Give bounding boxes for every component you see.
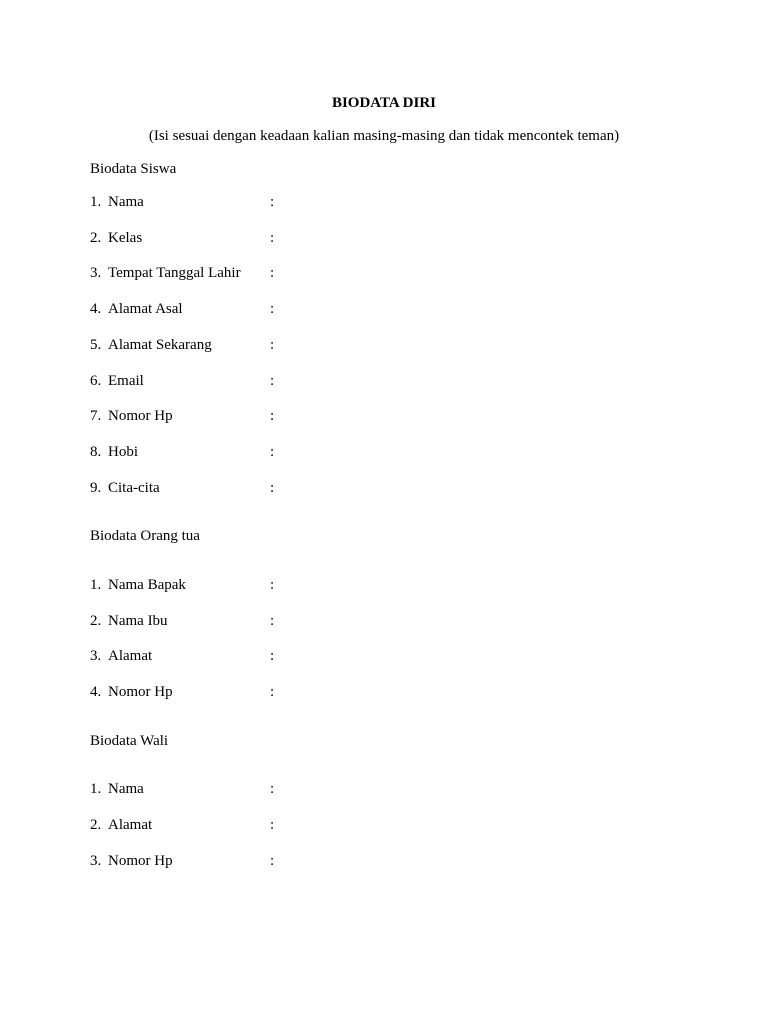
- item-number: 7.: [90, 408, 102, 424]
- field-separator: :: [270, 408, 275, 424]
- field-separator: :: [270, 337, 275, 353]
- field-label: Nomor Hp: [108, 408, 173, 424]
- field-separator: :: [270, 613, 275, 629]
- field-label: Alamat Asal: [108, 301, 183, 317]
- item-number: 6.: [90, 373, 102, 389]
- document-subtitle: (Isi sesuai dengan keadaan kalian masing-masing dan tidak mencontek teman): [148, 128, 620, 144]
- item-number: 5.: [90, 337, 102, 353]
- form-row: [90, 229, 490, 247]
- item-number: 3.: [90, 648, 102, 664]
- form-row: [90, 576, 490, 594]
- field-label: Email: [108, 373, 144, 389]
- item-number: 2.: [90, 817, 102, 833]
- section-heading-siswa: Biodata Siswa: [90, 161, 177, 177]
- item-number: 1.: [90, 194, 102, 210]
- field-label: Tempat Tanggal Lahir: [108, 265, 241, 281]
- field-label: Nama: [108, 781, 144, 797]
- field-separator: :: [270, 684, 275, 700]
- field-label: Hobi: [108, 444, 138, 460]
- field-separator: :: [270, 230, 275, 246]
- field-label: Nama Bapak: [108, 577, 186, 593]
- form-row: [90, 193, 490, 211]
- field-separator: :: [270, 781, 275, 797]
- item-number: 1.: [90, 577, 102, 593]
- form-row: [90, 372, 490, 390]
- form-row: [90, 300, 490, 318]
- item-number: 9.: [90, 480, 102, 496]
- field-separator: :: [270, 373, 275, 389]
- form-row: [90, 647, 490, 665]
- field-separator: :: [270, 194, 275, 210]
- form-row: [90, 780, 490, 798]
- section-heading-wali: Biodata Wali: [90, 733, 169, 749]
- form-row: [90, 683, 490, 701]
- field-separator: :: [270, 853, 275, 869]
- document-title: BIODATA DIRI: [331, 95, 437, 111]
- field-separator: :: [270, 265, 275, 281]
- field-label: Nama: [108, 194, 144, 210]
- field-separator: :: [270, 817, 275, 833]
- item-number: 4.: [90, 301, 102, 317]
- item-number: 2.: [90, 613, 102, 629]
- field-label: Nomor Hp: [108, 684, 173, 700]
- field-label: Nama Ibu: [108, 613, 168, 629]
- form-row: [90, 612, 490, 630]
- item-number: 2.: [90, 230, 102, 246]
- field-label: Alamat Sekarang: [108, 337, 212, 353]
- form-row: [90, 264, 490, 282]
- field-label: Nomor Hp: [108, 853, 173, 869]
- field-separator: :: [270, 480, 275, 496]
- form-row: [90, 816, 490, 834]
- form-row: [90, 852, 490, 870]
- form-row: [90, 407, 490, 425]
- field-separator: :: [270, 577, 275, 593]
- form-row: [90, 479, 490, 497]
- item-number: 8.: [90, 444, 102, 460]
- field-label: Alamat: [108, 648, 153, 664]
- field-label: Kelas: [108, 230, 143, 246]
- field-label: Alamat: [108, 817, 153, 833]
- item-number: 4.: [90, 684, 102, 700]
- form-row: [90, 443, 490, 461]
- item-number: 1.: [90, 781, 102, 797]
- section-heading-orang-tua: Biodata Orang tua: [90, 528, 200, 544]
- item-number: 3.: [90, 853, 102, 869]
- field-label: Cita-cita: [108, 480, 160, 496]
- field-separator: :: [270, 648, 275, 664]
- field-separator: :: [270, 444, 275, 460]
- item-number: 3.: [90, 265, 102, 281]
- field-separator: :: [270, 301, 275, 317]
- form-row: [90, 336, 490, 354]
